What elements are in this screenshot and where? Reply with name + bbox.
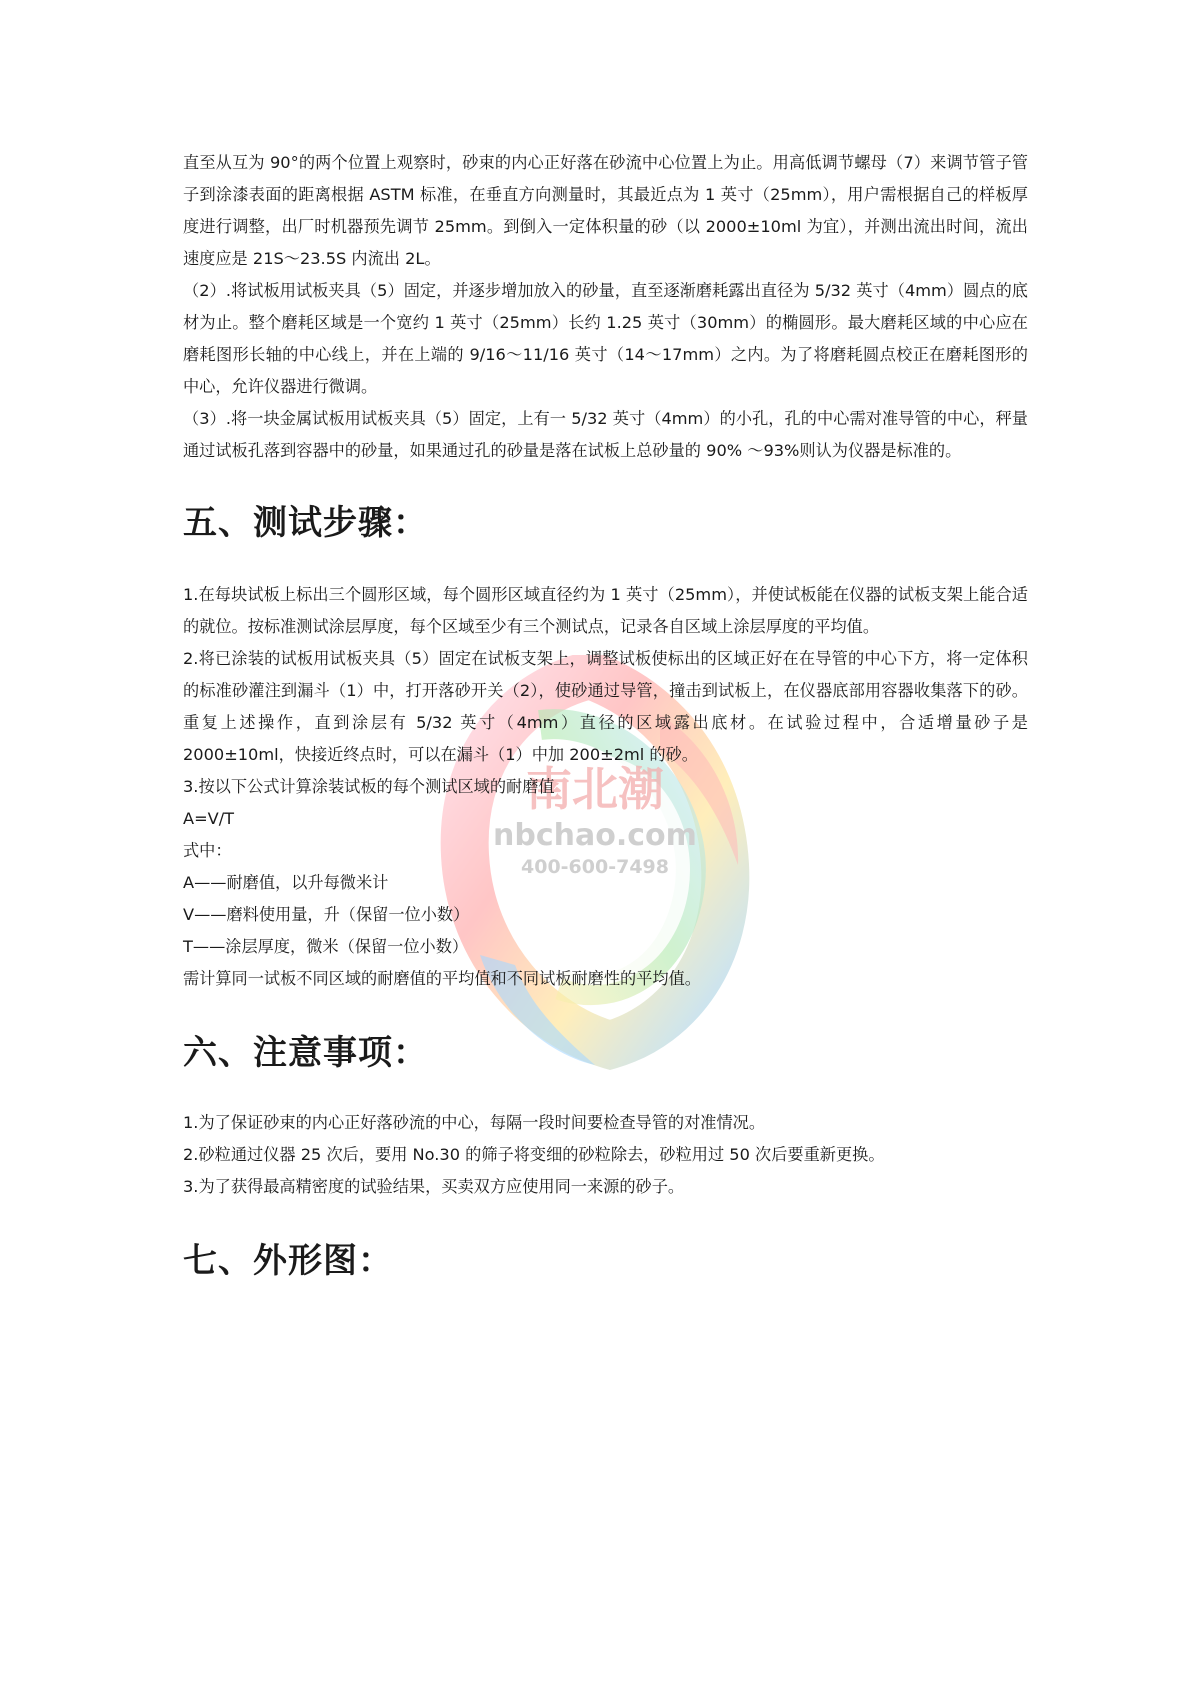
precaution-item: 2.砂粒通过仪器 25 次后，要用 No.30 的筛子将变细的砂粒除去，砂粒用过 50 次后要重新更换。 <box>183 1145 885 1164</box>
precaution-item: 3.为了获得最高精密度的试验结果，买卖双方应使用同一来源的砂子。 <box>183 1177 685 1196</box>
document-body <box>183 147 1028 1283</box>
test-step-paragraph: 1.在每块试板上标出三个圆形区域，每个圆形区域直径约为 1 英寸（25mm），并使试板能在仪器的试板支架上能合适的就位。按标准测试涂层厚度，每个区域至少有三个测试点，记录各自区域上涂层厚度的平均值。 <box>183 585 1028 636</box>
watermark-site: nbchao.com <box>493 818 697 853</box>
intro-paragraph-1: 直至从互为 90°的两个位置上观察时，砂束的内心正好落在砂流中心位置上为止。用高低调节螺母（7）来调节管子管子到涂漆表面的距离根据 ASTM 标准，在垂直方向测量时，其最近点为 1 英寸（25mm），用户需根据自己的样板厚度进行调整，出厂时机器预先调节 25mm。到倒入一定体积量的砂（以 2000±10ml 为宜），并测出流出时间，流出速度应是 21S～23.5S 内流出 2L。 <box>183 153 1028 268</box>
watermark-brand: 南北潮 <box>526 762 664 816</box>
precaution-item: 1.为了保证砂束的内心正好落砂流的中心，每隔一段时间要检查导管的对准情况。 <box>183 1113 766 1132</box>
test-step-paragraph: 2.将已涂装的试板用试板夹具（5）固定在试板支架上，调整试板使标出的区域正好在在导管的中心下方，将一定体积的标准砂灌注到漏斗（1）中，打开落砂开关（2），使砂通过导管，撞击到试板上，在仪器底部用容器收集落下的砂。重复上述操作，直到涂层有 5/32 英寸（4mm）直径的区域露出底材。在试验过程中，合适增量砂子是 2000±10ml，快接近终点时，可以在漏斗（1）中加 200±2ml 的砂。 <box>183 649 1028 764</box>
test-step-paragraph: 需计算同一试板不同区域的耐磨值的平均值和不同试板耐磨性的平均值。 <box>183 969 701 988</box>
section-outline-drawing <box>183 1239 1028 1283</box>
section-heading-precautions: 六、注意事项： <box>183 1033 428 1073</box>
intro-paragraph-2: （2）.将试板用试板夹具（5）固定，并逐步增加放入的砂量，直至逐渐磨耗露出直径为 5/32 英寸（4mm）圆点的底材为止。整个磨耗区域是一个宽约 1 英寸（25mm）长约 1.25 英寸（30mm）的椭圆形。最大磨耗区域的中心应在磨耗图形长轴的中心线上，并在上端的 9/16～11/16 英寸（14～17mm）之内。为了将磨耗圆点校正在磨耗图形的中心，允许仪器进行微调。 <box>183 281 1028 396</box>
test-step-paragraph: 3.按以下公式计算涂装试板的每个测试区域的耐磨值 <box>183 777 555 796</box>
formula-where-label: 式中： <box>183 841 232 860</box>
formula: A=V/T <box>183 809 235 828</box>
formula-variable-t: T——涂层厚度，微米（保留一位小数） <box>183 937 469 956</box>
section-heading-outline-drawing: 七、外形图： <box>183 1241 393 1281</box>
section-test-steps <box>183 501 1028 995</box>
intro-paragraph-3: （3）.将一块金属试板用试板夹具（5）固定，上有一 5/32 英寸（4mm）的小孔，孔的中心需对准导管的中心，秤量通过试板孔落到容器中的砂量，如果通过孔的砂量是落在试板上总砂量的 90% ～93%则认为仪器是标准的。 <box>183 409 1028 460</box>
section-heading-test-steps: 五、测试步骤： <box>183 503 428 543</box>
formula-variable-v: V——磨料使用量，升（保留一位小数） <box>183 905 470 924</box>
formula-variable-a: A——耐磨值，以升每微米计 <box>183 873 389 892</box>
intro-section <box>183 147 1028 467</box>
section-precautions <box>183 1031 1028 1203</box>
watermark-phone: 400-600-7498 <box>521 856 669 878</box>
